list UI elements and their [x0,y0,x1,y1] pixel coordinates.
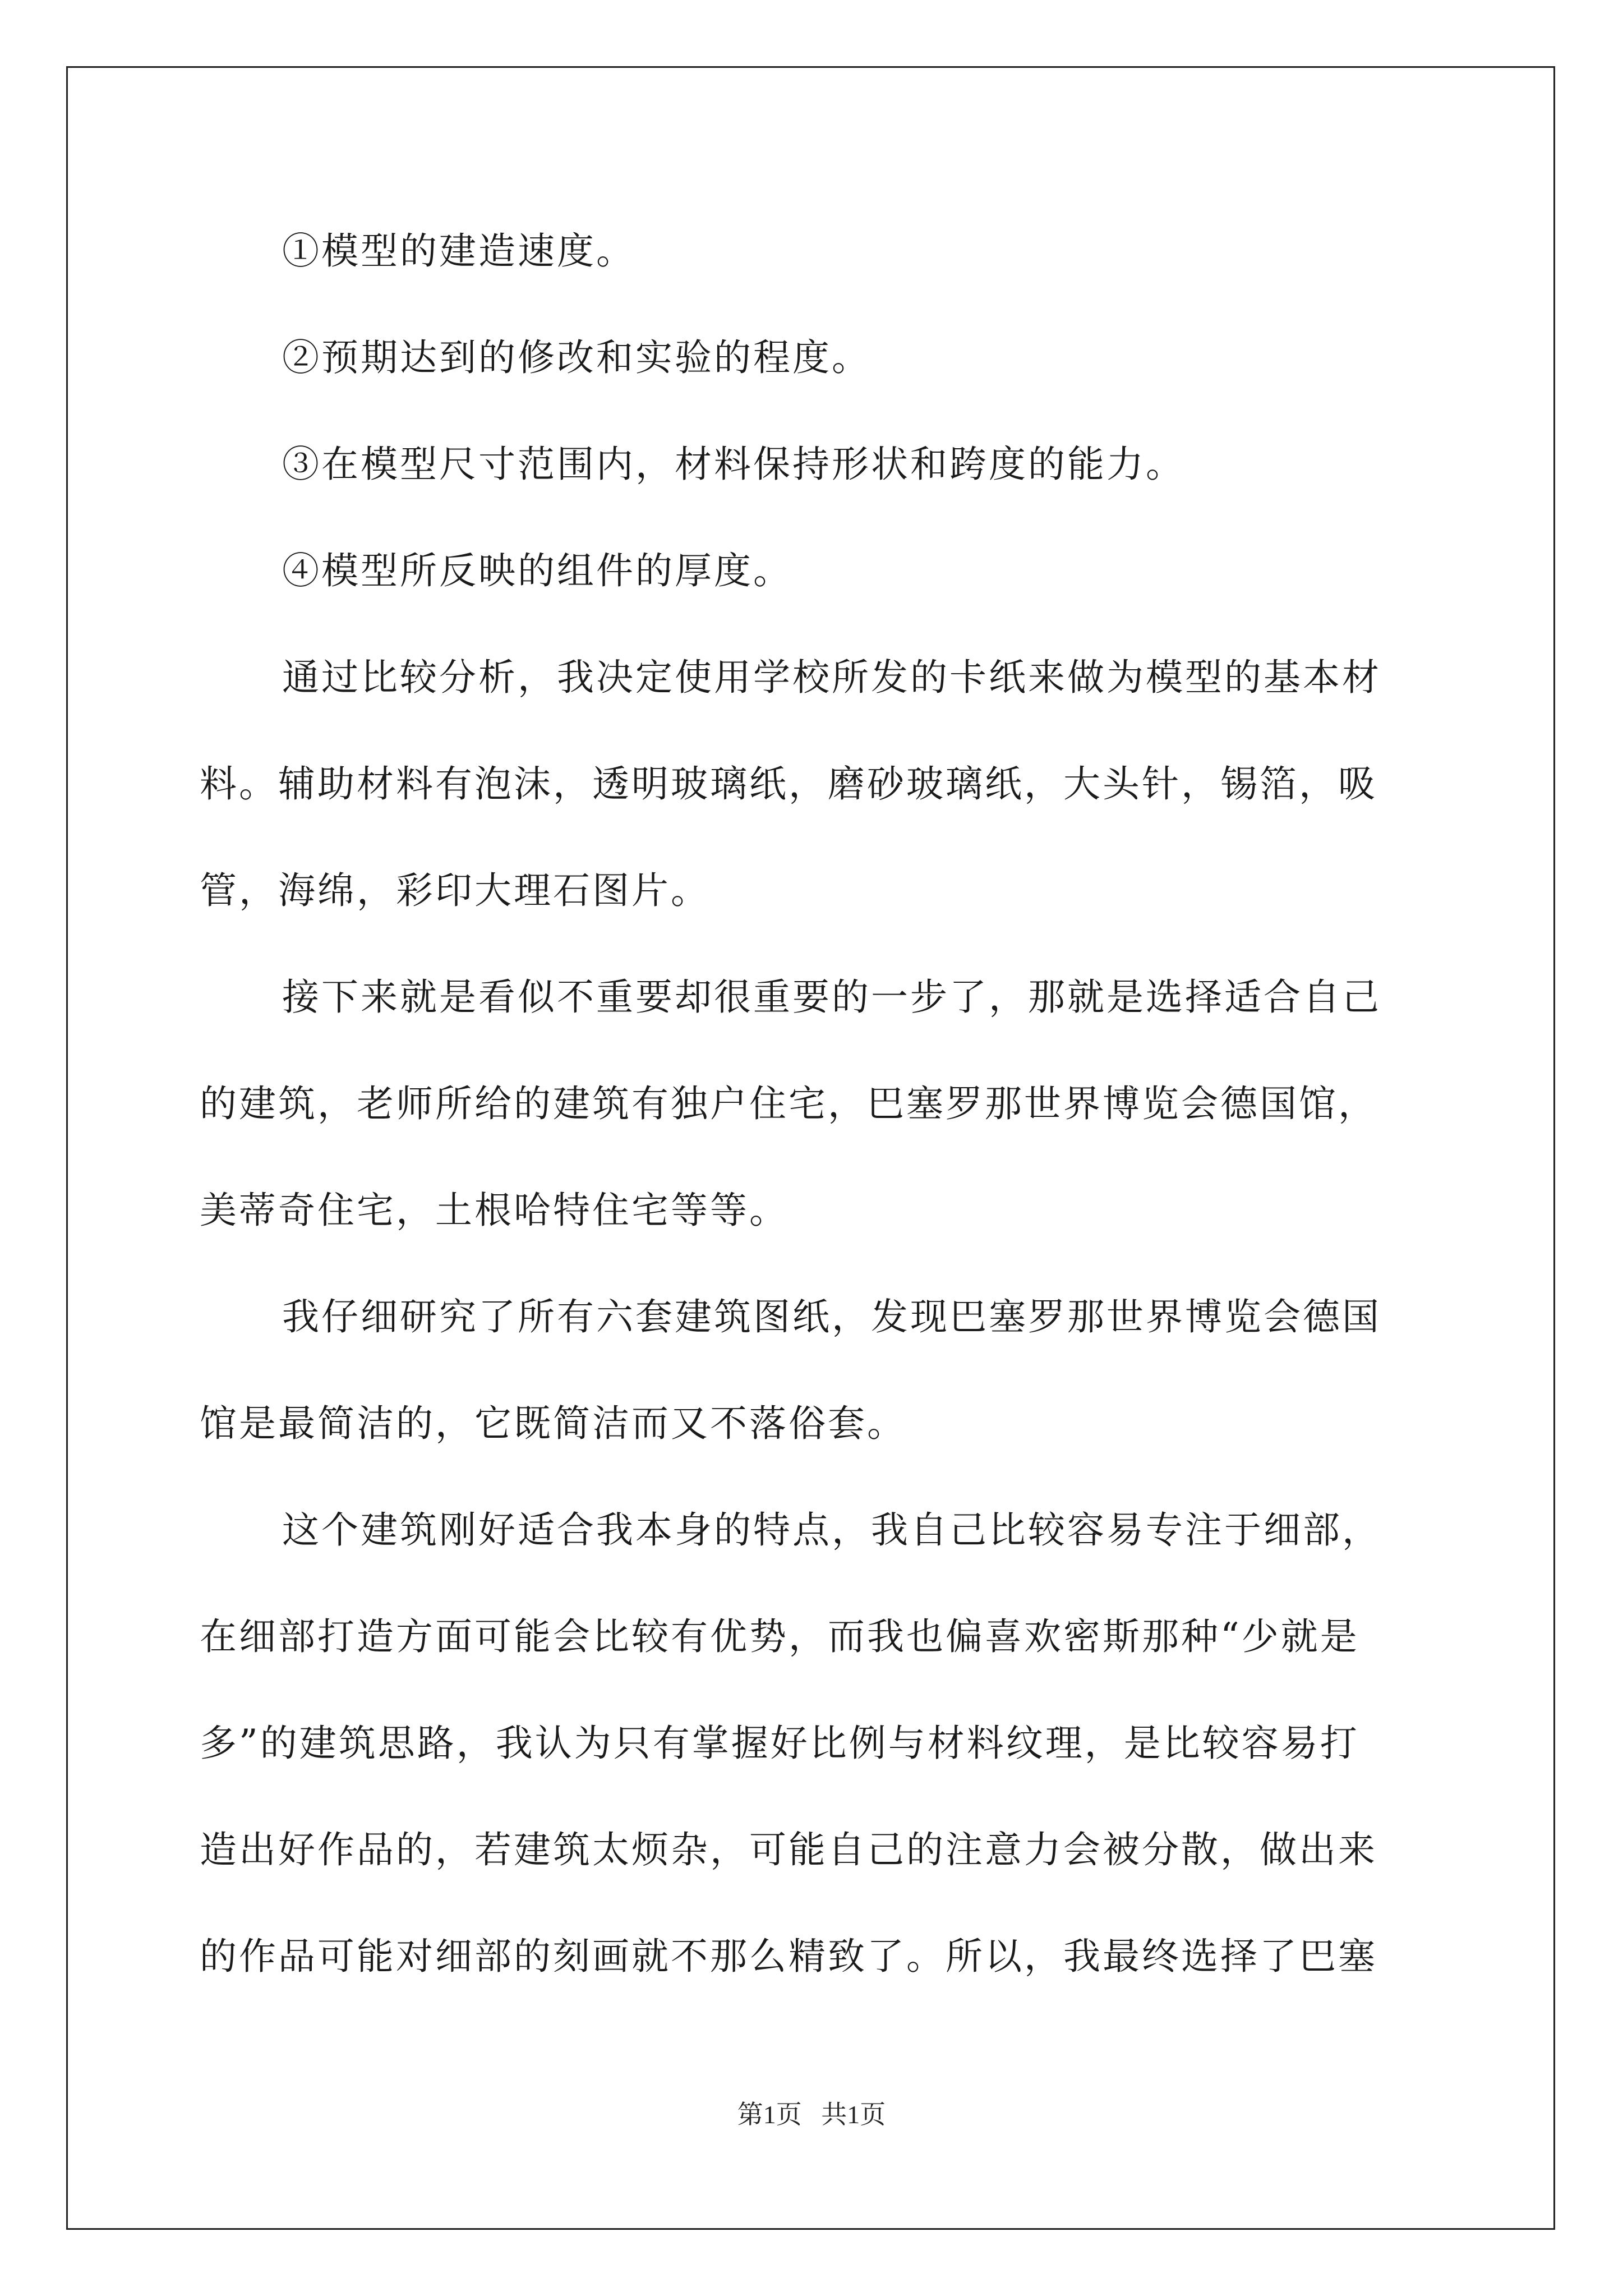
paragraph-line: 馆是最简洁的，它既简洁而又不落俗套。 [200,1402,906,1445]
paragraph-line: 管，海绵，彩印大理石图片。 [200,869,710,912]
paragraph-line: 接下来就是看似不重要却很重要的一步了，那就是选择适合自己 [282,976,1381,1019]
paragraph-line: ④模型所反映的组件的厚度。 [282,549,792,592]
paragraph-line: 美蒂奇住宅，土根哈特住宅等等。 [200,1189,789,1232]
page-number-footer: 第1页 共1页 [737,2100,886,2129]
paragraph-line: 通过比较分析，我决定使用学校所发的卡纸来做为模型的基本材 [282,656,1381,699]
paragraph-line: 多”的建筑思路，我认为只有掌握好比例与材料纹理，是比较容易打 [200,1722,1359,1765]
paragraph-line: ②预期达到的修改和实验的程度。 [282,336,871,379]
paragraph-line: ③在模型尺寸范围内，材料保持形状和跨度的能力。 [282,443,1185,486]
paragraph-line: 料。辅助材料有泡沫，透明玻璃纸，磨砂玻璃纸，大头针，锡箔，吸 [200,762,1377,806]
paragraph-line: 在细部打造方面可能会比较有优势，而我也偏喜欢密斯那种“少就是 [200,1615,1359,1658]
paragraph-line: 的作品可能对细部的刻画就不那么精致了。所以，我最终选择了巴塞 [200,1935,1377,1978]
page-border [66,66,1555,2230]
paragraph-line: ①模型的建造速度。 [282,229,635,273]
paragraph-line: 这个建筑刚好适合我本身的特点，我自己比较容易专注于细部， [282,1508,1381,1552]
paragraph-line: 造出好作品的，若建筑太烦杂，可能自己的注意力会被分散，做出来 [200,1828,1377,1871]
paragraph-line: 我仔细研究了所有六套建筑图纸，发现巴塞罗那世界博览会德国 [282,1295,1381,1338]
paragraph-line: 的建筑，老师所给的建筑有独户住宅，巴塞罗那世界博览会德国馆， [200,1082,1377,1125]
